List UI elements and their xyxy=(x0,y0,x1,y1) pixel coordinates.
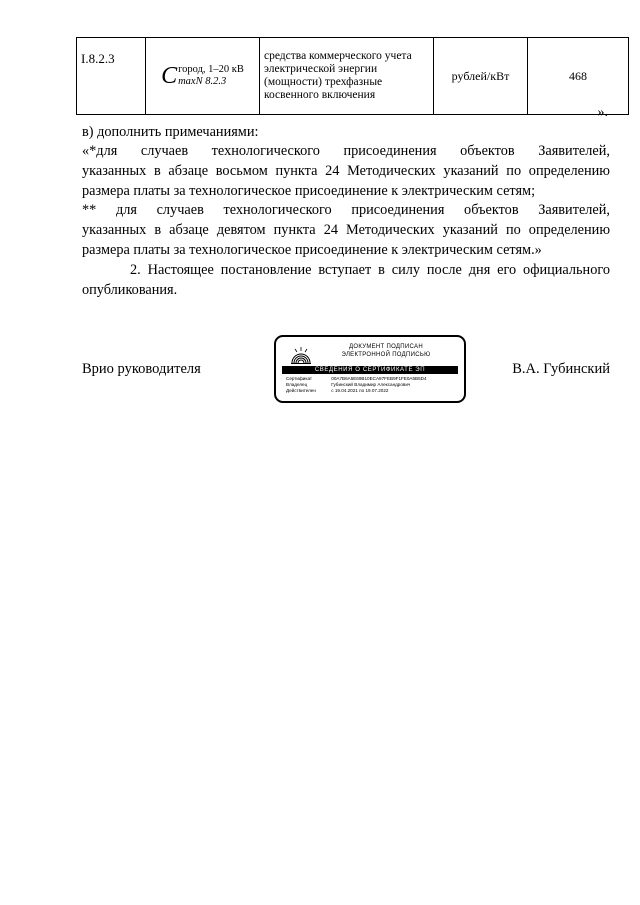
e-signature-stamp xyxy=(274,335,466,403)
signatory-position: Врио руководителя xyxy=(82,361,201,377)
note2-paragraph: указанных в абзаце девятом пункта 24 Методических указаний по определению размера платы за технологическое присоединение к электрическим сетям.» xyxy=(82,222,610,258)
cert-value: 00A7B6A5E69B10ECA97FEB9F1FE0A5B5D4 xyxy=(331,376,427,381)
tariff-table xyxy=(76,37,629,115)
stamp-header-line1: ДОКУМЕНТ ПОДПИСАН xyxy=(349,344,423,350)
formula-cell xyxy=(146,38,260,115)
row-value: 468 xyxy=(528,38,629,115)
item2-paragraph: 2. Настоящее постановление вступает в силу после дня его официального опубликования. xyxy=(82,262,610,298)
item-v-paragraph: в) дополнить примечаниями: xyxy=(82,124,259,140)
owner-value: Губинский Владимир Александрович xyxy=(331,382,411,387)
owner-label: Владелец xyxy=(286,382,308,387)
note2-first-line: ** для случаев технологического присоединения объектов Заявителей, xyxy=(82,202,610,218)
row-unit: рублей/кВт xyxy=(434,38,528,115)
formula-subscript: maxN 8.2.3 xyxy=(178,76,227,87)
table-row xyxy=(77,38,629,115)
valid-label: Действителен xyxy=(286,388,316,393)
valid-value: с 19.04.2021 по 19.07.2022 xyxy=(331,388,389,393)
row-description: средства коммерческого учета электрической энергии (мощности) трехфазные косвенного включения xyxy=(260,38,434,115)
row-number: I.8.2.3 xyxy=(77,38,146,115)
tariff-formula xyxy=(161,63,244,90)
closing-quote: ». xyxy=(597,105,608,120)
stamp-header-line2: ЭЛЕКТРОННОЙ ПОДПИСЬЮ xyxy=(341,352,431,358)
cert-label: Сертификат xyxy=(286,376,313,381)
note1-paragraph: указанных в абзаце восьмом пункта 24 Методических указаний по определению размера платы за технологическое присоединение к электрическим сетям; xyxy=(82,163,610,199)
stamp-band: СВЕДЕНИЯ О СЕРТИФИКАТЕ ЭП xyxy=(282,366,458,374)
emblem-icon xyxy=(290,345,312,365)
formula-superscript: город, 1–20 кВ xyxy=(178,64,244,75)
formula-symbol: C xyxy=(161,62,178,89)
note1-first-line: «*для случаев технологического присоединения объектов Заявителей, xyxy=(82,143,610,159)
signatory-name: В.А. Губинский xyxy=(512,361,610,377)
